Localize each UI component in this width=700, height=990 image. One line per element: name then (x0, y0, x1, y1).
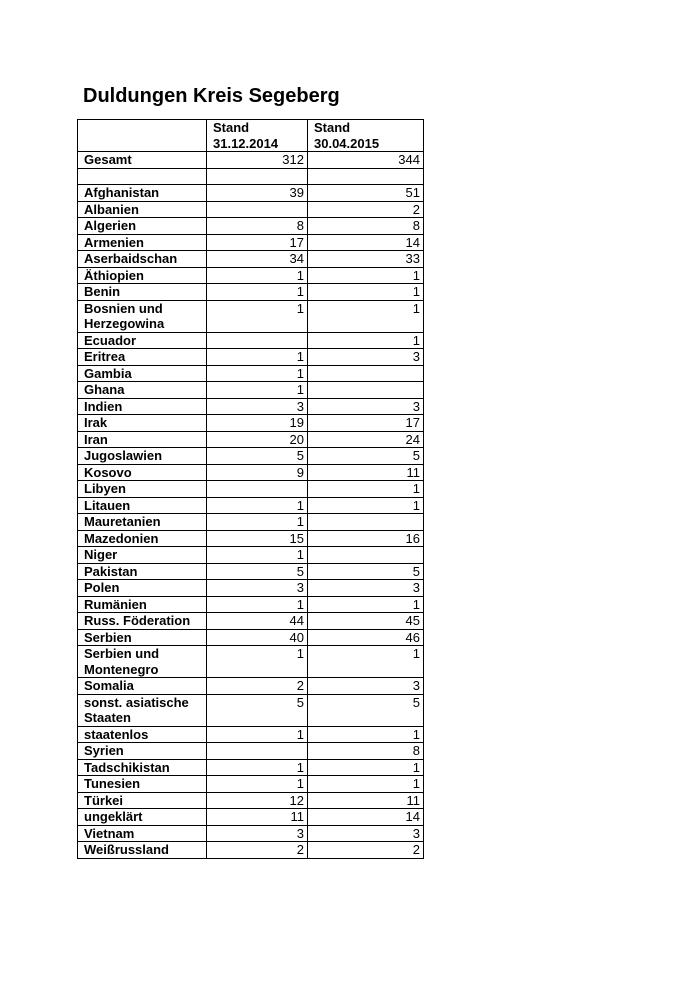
country-cell: Aserbaidschan (78, 251, 207, 268)
table-row (78, 251, 424, 268)
table-row (78, 284, 424, 301)
value-2014-cell: 1 (207, 547, 308, 564)
country-cell: Pakistan (78, 563, 207, 580)
value-2015-cell: 1 (308, 300, 424, 332)
value-2014-cell: 5 (207, 563, 308, 580)
value-2015-cell: 3 (308, 349, 424, 366)
value-2015-cell: 1 (308, 497, 424, 514)
table-row (78, 398, 424, 415)
table-row (78, 694, 424, 726)
table-row (78, 448, 424, 465)
value-2015-cell: 1 (308, 284, 424, 301)
value-2014-cell: 20 (207, 431, 308, 448)
value-2015-cell: 51 (308, 185, 424, 202)
country-cell: Mazedonien (78, 530, 207, 547)
country-cell: Serbien (78, 629, 207, 646)
value-2014-cell: 11 (207, 809, 308, 826)
table-row (78, 792, 424, 809)
value-2015-cell: 5 (308, 694, 424, 726)
value-2015-cell: 11 (308, 792, 424, 809)
value-2014-cell (207, 201, 308, 218)
value-2014-cell: 1 (207, 514, 308, 531)
country-cell: Rumänien (78, 596, 207, 613)
table-row (78, 563, 424, 580)
value-2014-cell: 1 (207, 759, 308, 776)
country-cell: Tunesien (78, 776, 207, 793)
value-2015-cell: 8 (308, 218, 424, 235)
value-2015-cell: 33 (308, 251, 424, 268)
country-cell: Niger (78, 547, 207, 564)
value-2015-cell (308, 365, 424, 382)
value-2015-cell: 3 (308, 580, 424, 597)
value-2015-cell: 5 (308, 448, 424, 465)
table-row (78, 332, 424, 349)
country-cell: Polen (78, 580, 207, 597)
value-2015-cell: 16 (308, 530, 424, 547)
country-cell: Algerien (78, 218, 207, 235)
value-2015-cell: 5 (308, 563, 424, 580)
value-2015-cell: 1 (308, 267, 424, 284)
country-cell: sonst. asiatische Staaten (78, 694, 207, 726)
value-2015-cell: 1 (308, 759, 424, 776)
country-cell: Eritrea (78, 349, 207, 366)
country-cell: Türkei (78, 792, 207, 809)
value-2015-cell: 45 (308, 613, 424, 630)
country-cell: Albanien (78, 201, 207, 218)
country-cell: Äthiopien (78, 267, 207, 284)
table-header-row (78, 120, 424, 152)
value-2014-cell: 12 (207, 792, 308, 809)
table-row (78, 201, 424, 218)
table-row (78, 382, 424, 399)
country-cell: Litauen (78, 497, 207, 514)
country-cell: Ecuador (78, 332, 207, 349)
value-2014-cell: 15 (207, 530, 308, 547)
value-2015-cell (308, 547, 424, 564)
value-2014-cell: 3 (207, 825, 308, 842)
spacer-cell (207, 168, 308, 185)
value-2014-cell: 34 (207, 251, 308, 268)
value-2015-cell: 3 (308, 825, 424, 842)
value-2014-cell: 40 (207, 629, 308, 646)
table-row (78, 497, 424, 514)
value-2015-cell: 46 (308, 629, 424, 646)
value-2014-cell (207, 332, 308, 349)
value-2014-cell: 8 (207, 218, 308, 235)
value-2014-cell: 44 (207, 613, 308, 630)
table-row (78, 743, 424, 760)
value-2014-cell: 1 (207, 497, 308, 514)
value-2014-cell: 2 (207, 842, 308, 859)
total-value-2014: 312 (207, 152, 308, 169)
table-row (78, 530, 424, 547)
table-row (78, 759, 424, 776)
value-2015-cell: 8 (308, 743, 424, 760)
country-cell: Ghana (78, 382, 207, 399)
value-2015-cell: 11 (308, 464, 424, 481)
total-value-2015: 344 (308, 152, 424, 169)
country-cell: Jugoslawien (78, 448, 207, 465)
table-row (78, 629, 424, 646)
table-row (78, 613, 424, 630)
country-cell: Gambia (78, 365, 207, 382)
value-2014-cell: 1 (207, 267, 308, 284)
value-2015-cell: 1 (308, 646, 424, 678)
table-row (78, 481, 424, 498)
table-row (78, 234, 424, 251)
table-row (78, 678, 424, 695)
country-cell: staatenlos (78, 726, 207, 743)
value-2014-cell: 19 (207, 415, 308, 432)
value-2014-cell: 1 (207, 776, 308, 793)
country-cell: Vietnam (78, 825, 207, 842)
country-cell: Irak (78, 415, 207, 432)
value-2015-cell (308, 382, 424, 399)
country-cell: Syrien (78, 743, 207, 760)
table-row (78, 726, 424, 743)
country-cell: Weißrussland (78, 842, 207, 859)
country-cell: Benin (78, 284, 207, 301)
table-row (78, 185, 424, 202)
country-cell: Tadschikistan (78, 759, 207, 776)
total-label: Gesamt (78, 152, 207, 169)
page-title: Duldungen Kreis Segeberg (83, 85, 340, 107)
country-cell: Mauretanien (78, 514, 207, 531)
table-row (78, 218, 424, 235)
country-cell: Armenien (78, 234, 207, 251)
spacer-cell (78, 168, 207, 185)
value-2015-cell: 3 (308, 398, 424, 415)
value-2014-cell: 39 (207, 185, 308, 202)
header-country-cell (78, 120, 207, 152)
value-2015-cell: 1 (308, 776, 424, 793)
value-2015-cell: 24 (308, 431, 424, 448)
table-row (78, 349, 424, 366)
value-2014-cell: 5 (207, 448, 308, 465)
table-row (78, 514, 424, 531)
value-2014-cell: 1 (207, 382, 308, 399)
table-row (78, 547, 424, 564)
table-row (78, 646, 424, 678)
country-cell: Libyen (78, 481, 207, 498)
country-cell: Somalia (78, 678, 207, 695)
country-cell: ungeklärt (78, 809, 207, 826)
value-2015-cell: 2 (308, 842, 424, 859)
country-cell: Serbien und Montenegro (78, 646, 207, 678)
value-2014-cell: 1 (207, 726, 308, 743)
value-2015-cell: 1 (308, 726, 424, 743)
header-stand-2015-date: 30.04.2015 (314, 135, 380, 151)
value-2015-cell: 3 (308, 678, 424, 695)
value-2015-cell: 14 (308, 234, 424, 251)
header-stand-2015 (308, 120, 424, 152)
value-2014-cell: 2 (207, 678, 308, 695)
header-stand-2014-label: Stand (213, 120, 250, 135)
value-2014-cell: 3 (207, 580, 308, 597)
country-cell: Iran (78, 431, 207, 448)
table-row (78, 267, 424, 284)
duldungen-table (77, 119, 424, 859)
total-row (78, 152, 424, 169)
value-2015-cell: 2 (308, 201, 424, 218)
country-cell: Kosovo (78, 464, 207, 481)
value-2014-cell: 3 (207, 398, 308, 415)
table-row (78, 300, 424, 332)
value-2015-cell (308, 514, 424, 531)
value-2015-cell: 1 (308, 332, 424, 349)
spacer-row (78, 168, 424, 185)
value-2014-cell: 1 (207, 300, 308, 332)
table-row (78, 842, 424, 859)
value-2014-cell: 5 (207, 694, 308, 726)
table-row (78, 365, 424, 382)
table-row (78, 415, 424, 432)
value-2015-cell: 14 (308, 809, 424, 826)
country-cell: Bosnien und Herzegowina (78, 300, 207, 332)
value-2014-cell: 17 (207, 234, 308, 251)
table-row (78, 464, 424, 481)
table-row (78, 809, 424, 826)
value-2014-cell (207, 481, 308, 498)
value-2015-cell: 1 (308, 596, 424, 613)
table-row (78, 431, 424, 448)
value-2015-cell: 17 (308, 415, 424, 432)
header-stand-2014-date: 31.12.2014 (213, 135, 279, 151)
value-2014-cell: 1 (207, 596, 308, 613)
value-2015-cell: 1 (308, 481, 424, 498)
value-2014-cell: 1 (207, 349, 308, 366)
header-stand-2014 (207, 120, 308, 152)
table-row (78, 580, 424, 597)
table-row (78, 596, 424, 613)
spacer-cell (308, 168, 424, 185)
value-2014-cell: 1 (207, 365, 308, 382)
value-2014-cell: 1 (207, 646, 308, 678)
country-cell: Afghanistan (78, 185, 207, 202)
country-cell: Indien (78, 398, 207, 415)
country-cell: Russ. Föderation (78, 613, 207, 630)
table-row (78, 825, 424, 842)
value-2014-cell (207, 743, 308, 760)
value-2014-cell: 9 (207, 464, 308, 481)
value-2014-cell: 1 (207, 284, 308, 301)
table-row (78, 776, 424, 793)
header-stand-2015-label: Stand (314, 120, 351, 135)
